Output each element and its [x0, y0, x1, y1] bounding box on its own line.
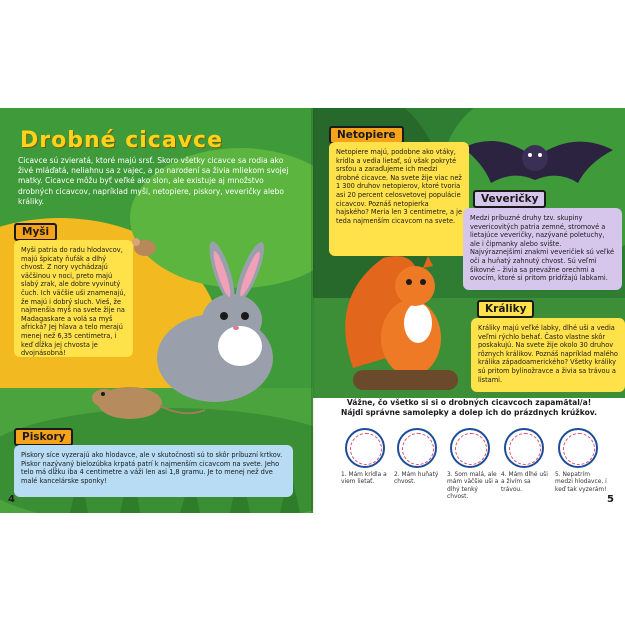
- sticker-circle-5[interactable]: [558, 428, 598, 468]
- netopiere-info-box: [329, 142, 469, 256]
- page-number-right: 5: [607, 494, 614, 505]
- right-page: [313, 108, 625, 513]
- vevericky-text: Medzi príbuzné druhy tzv. skupiny vevericovitých patria zemné, stromové a lietajúce veveričky, nazývané poletuchy, ale i čipmanky alebo svište. Najvýraznejšími znakmi veveričiek sú veľké oči a huňatý zahnutý chvost. Sú veľmi šikovné – živia sa prevažne orechmi a ovocím, ktoré si pritom pridŕžajú labkami.: [470, 214, 615, 283]
- quiz-line-1: Vážne, čo všetko si si o drobných cicavcoch zapamätal/a!: [346, 398, 592, 407]
- sticker-circle-2[interactable]: [397, 428, 437, 468]
- vevericky-info-box: [463, 208, 622, 290]
- piskory-text: Piskory síce vyzerajú ako hlodavce, ale v skutočnosti sú to skôr príbuzní krtkov. Piskor nazývaný bielozúbka krpatá patrí k najmenším cicavcom na svete. Jeho telo má dĺžku iba 4 centimetre a váži len asi 1,8 gramu. Je to menej než dve malé kancelárske sponky!: [21, 451, 283, 485]
- sticker-circle-1[interactable]: [345, 428, 385, 468]
- netopiere-text: Netopiere majú, podobne ako vtáky, krídla a vedia lietať, sú však pokryté srsťou a zaraďujeme ich medzi drobné cicavce. Na svete žije viac než 1 300 druhov netopierov, ktoré tvoria asi 20 percent celosvetovej populácie cicavcov. Poznáš netopierka hajského? Meria len 3 centimetre, a je teda najmenším cicavcom na svete.: [336, 148, 462, 225]
- mysi-text: Myši patria do radu hlodavcov, majú špicaty ňufák a dlhý chvost. Z nory vychádzajú väčšinou v noci, preto majú slabý zrak, ale dobre vyvinutý čuch. Ich väčšie uši znamenajú, že majú i dobrý sluch. Vieš, že najmenšia myš na svete žije na Madagaskare a volá sa myš africká? Jej hlava a telo merajú menej než 6,35 centimetra, i keď dĺžka jej chvosta je dvojnásobná!: [21, 246, 126, 358]
- label-vevericky: Veveričky: [473, 190, 546, 208]
- label-netopiere: Netopiere: [329, 126, 404, 144]
- quiz-caption-1: 1. Mám krídla a viem lietať.: [341, 472, 387, 486]
- piskory-info-box: [14, 445, 293, 497]
- label-piskory: Piskory: [14, 428, 73, 446]
- quiz-line-2: Nájdi správne samolepky a dolep ich do prázdnych krúžkov.: [340, 408, 598, 417]
- mysi-info-box: [14, 240, 133, 357]
- label-kraliky: Králiky: [477, 300, 534, 318]
- label-mysi: Myši: [14, 223, 57, 241]
- quiz-instructions: [313, 398, 625, 418]
- page-number-left: 4: [8, 494, 15, 505]
- page-title: Drobné cicavce: [20, 128, 223, 153]
- quiz-caption-5: 5. Nepatrím medzi hlodavce, i keď tak vyzerám!: [555, 472, 607, 493]
- book-fold: [311, 108, 315, 513]
- intro-text: Cicavce sú zvieratá, ktoré majú srsť. Skoro všetky cicavce sa rodia ako živé mláďatá, neliahnu sa z vajec, a po narodení sa živia mliekom svojej matky. Cicavce môžu byť veľké ako slon, ale existuje aj množstvo drobných cicavcov, napríklad myši, netopiere, piskory, veveričky alebo králiky.: [18, 156, 289, 206]
- sticker-circle-4[interactable]: [504, 428, 544, 468]
- kraliky-info-box: [471, 318, 625, 392]
- kraliky-text: Králiky majú veľké labky, dlhé uši a vedia veľmi rýchlo behať. Často vlastne skôr poskakujú. Na svete žije okolo 30 druhov rôznych králikov. Poznáš napríklad malého králika západoamerického? Všetky králiky sú pritom bylinožravce a živia sa trávou a listami.: [478, 324, 618, 384]
- book-spread: [0, 108, 625, 513]
- quiz-caption-3: 3. Som malá, ale mám väčšie uši a dlhý tenký chvost.: [447, 472, 499, 500]
- quiz-caption-2: 2. Mám huňatý chvost.: [394, 472, 439, 486]
- left-page: [0, 108, 313, 513]
- quiz-caption-4: 4. Mám dlhé uši a živím sa trávou.: [501, 472, 548, 493]
- sticker-circle-3[interactable]: [450, 428, 490, 468]
